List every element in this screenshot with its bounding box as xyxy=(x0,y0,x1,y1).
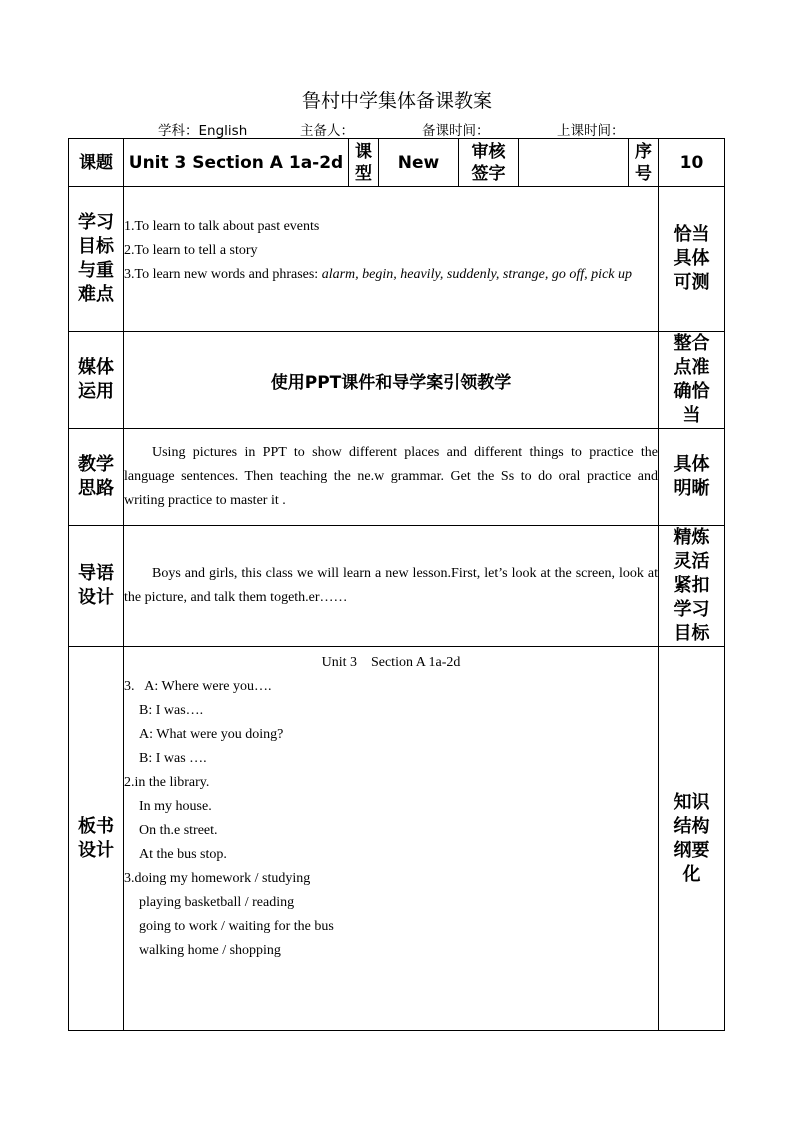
intro-content: Boys and girls, this class we will learn a new lesson.First, let’s look at the screen, look at the picture, and talk them togeth.er…… xyxy=(124,526,659,647)
board-content xyxy=(124,647,659,1031)
header-row xyxy=(69,139,725,187)
goals-label: 学习 目标 与重 难点 xyxy=(69,187,124,332)
intro-note: 精炼 灵活 紧扣 学习 目标 xyxy=(659,526,725,647)
board-line: B: I was …. xyxy=(139,751,207,766)
review-signature xyxy=(519,139,629,187)
goals-note: 恰当 具体 可测 xyxy=(659,187,725,332)
topic-label: 课题 xyxy=(69,139,124,187)
intro-row xyxy=(69,526,725,647)
goals-content xyxy=(124,187,659,332)
board-row xyxy=(69,647,725,1031)
vocabulary-list: alarm, begin, heavily, suddenly, strange, go off, pick up xyxy=(321,267,632,282)
seq-label: 序 号 xyxy=(629,139,659,187)
board-line: 3. A: Where were you…. xyxy=(124,679,272,694)
goal-line: 1.To learn to talk about past events xyxy=(124,219,320,234)
goals-row xyxy=(69,187,725,332)
type-value: New xyxy=(379,139,459,187)
approach-content: Using pictures in PPT to show different places and different things to practice the language sentences. Then teaching the ne.w grammar. Get the Ss to do oral practice and writing practice to master it . xyxy=(124,429,659,526)
board-line: going to work / waiting for the bus xyxy=(139,919,334,934)
media-label: 媒体 运用 xyxy=(69,332,124,429)
subject-field: 学科：English xyxy=(158,123,248,139)
goal-line: 3.To learn new words and phrases: alarm, begin, heavily, suddenly, strange, go off, pick up xyxy=(124,267,632,282)
board-line: In my house. xyxy=(139,799,212,814)
board-line: 3.doing my homework / studying xyxy=(124,871,311,886)
approach-label: 教学 思路 xyxy=(69,429,124,526)
approach-note: 具体 明晰 xyxy=(659,429,725,526)
board-heading: Unit 3 Section A 1a-2d xyxy=(321,655,461,670)
seq-value: 10 xyxy=(659,139,725,187)
approach-row xyxy=(69,429,725,526)
prep-time-field: 备课时间： xyxy=(422,123,490,139)
media-content: 使用PPT课件和导学案引领教学 xyxy=(124,332,659,429)
goal-line: 2.To learn to tell a story xyxy=(124,243,258,258)
preparer-field: 主备人： xyxy=(300,123,354,139)
board-line: On th.e street. xyxy=(139,823,218,838)
board-line: walking home / shopping xyxy=(139,943,281,958)
board-line: 2.in the library. xyxy=(124,775,210,790)
topic-value: Unit 3 Section A 1a-2d xyxy=(124,139,349,187)
lesson-plan-table xyxy=(68,138,725,1031)
media-row xyxy=(69,332,725,429)
intro-label: 导语 设计 xyxy=(69,526,124,647)
board-line: playing basketball / reading xyxy=(139,895,295,910)
board-line: A: What were you doing? xyxy=(139,727,284,742)
review-label: 审核 签字 xyxy=(459,139,519,187)
board-label: 板书 设计 xyxy=(69,647,124,1031)
board-line: At the bus stop. xyxy=(139,847,227,862)
media-note: 整合 点准 确恰 当 xyxy=(659,332,725,429)
type-label: 课 型 xyxy=(349,139,379,187)
class-time-field: 上课时间： xyxy=(557,123,625,139)
document-title: 鲁村中学集体备课教案 xyxy=(301,90,492,112)
board-line: B: I was…. xyxy=(139,703,204,718)
board-note: 知识 结构 纲要 化 xyxy=(659,647,725,1031)
